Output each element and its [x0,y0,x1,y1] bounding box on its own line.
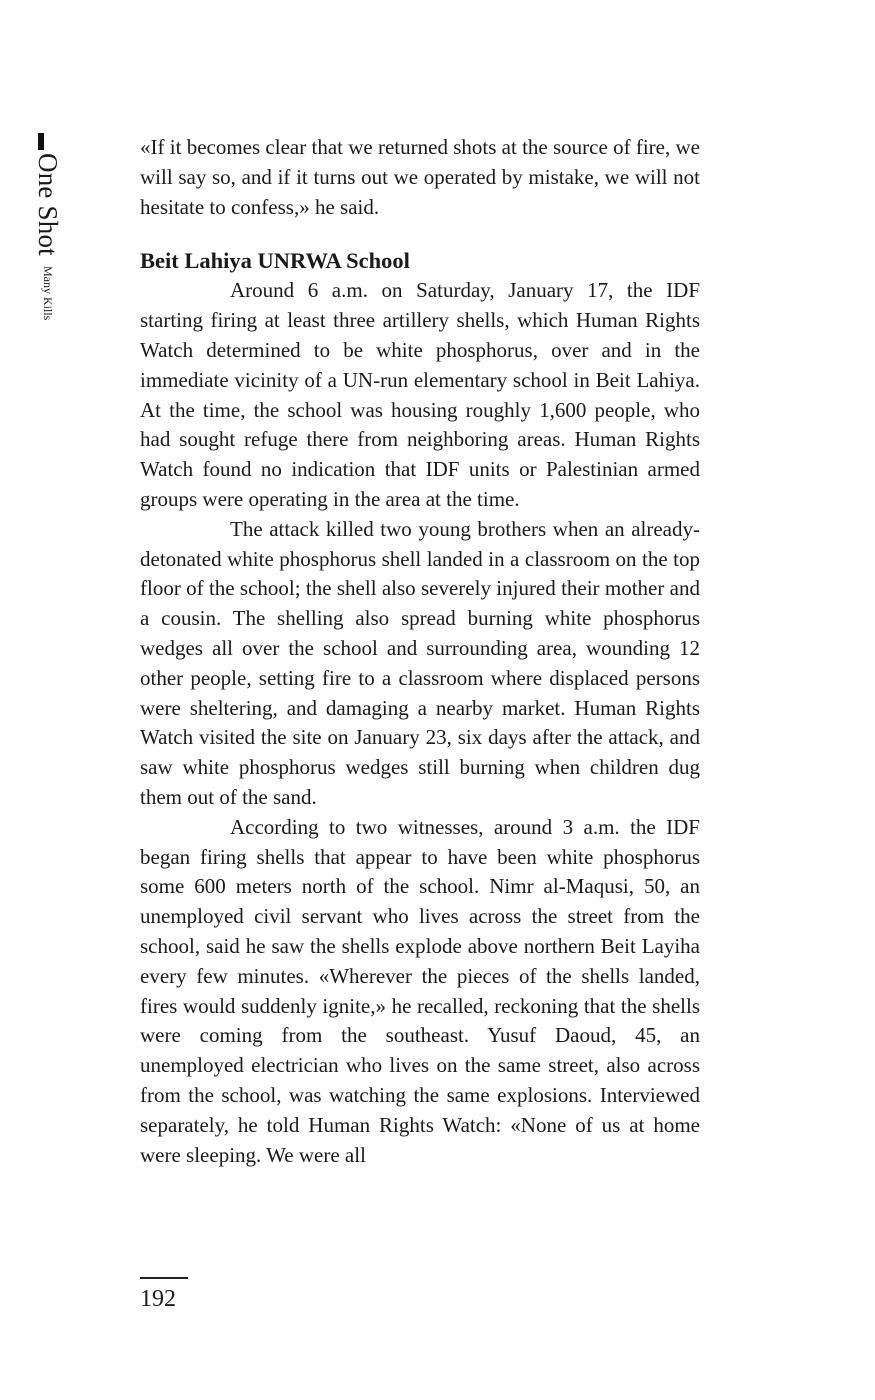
page-body [140,133,700,1170]
body-paragraph: Around 6 a.m. on Saturday, January 17, the IDF starting firing at least three artillery shells, which Human Rights Watch determined to be white phosphorus, over and in the immediate vicinity of a UN-run elementary school in Beit Lahiya. At the time, the school was housing roughly 1,600 people, who had sought refuge there from neighboring areas. Human Rights Watch found no indication that IDF units or Palestinian armed groups were operating in the area at the time. [140,278,700,511]
book-title: One Shot [33,153,63,256]
opening-paragraph: «If it becomes clear that we returned shots at the source of fire, we will say so, and if it turns out we operated by mistake, we will not hesitate to confess,» he said. [140,135,700,219]
body-paragraph: The attack killed two young brothers when an already-detonated white phosphorus shell landed in a classroom on the top floor of the school; the shell also severely injured their mother and a cousin. The shelling also spread burning white phosphorus wedges all over the school and surrounding area, wounding 12 other people, setting fire to a classroom where displaced persons were sheltering, and damaging a nearby market. Human Rights Watch visited the site on January 23, six days after the attack, and saw white phosphorus wedges still burning when children dug them out of the sand. [140,516,700,809]
footer-rule [140,1277,188,1279]
body-paragraph: According to two witnesses, around 3 a.m. the IDF began firing shells that appear to have been white phosphorus some 600 meters north of the school. Nimr al-Maqusi, 50, an unemployed civil servant who lives across the street from the school, said he saw the shells explode above northern Beit Layiha every few minutes. «Wherever the pieces of the shells landed, fires would suddenly ignite,» he recalled, reckoning that the shells were coming from the southeast. Yusuf Daoud, 45, an unemployed electrician who lives on the same street, also across from the school, was watching the same explosions. Interviewed separately, he told Human Rights Watch: «None of us at home were sleeping. We were all [140,814,700,1167]
book-subtitle: Many Kills [41,265,55,321]
running-head-marker [38,133,44,150]
running-head-text [34,153,61,320]
section-heading: Beit Lahiya UNRWA School [140,248,410,274]
running-head [30,133,64,348]
page-number: 192 [140,1286,176,1312]
